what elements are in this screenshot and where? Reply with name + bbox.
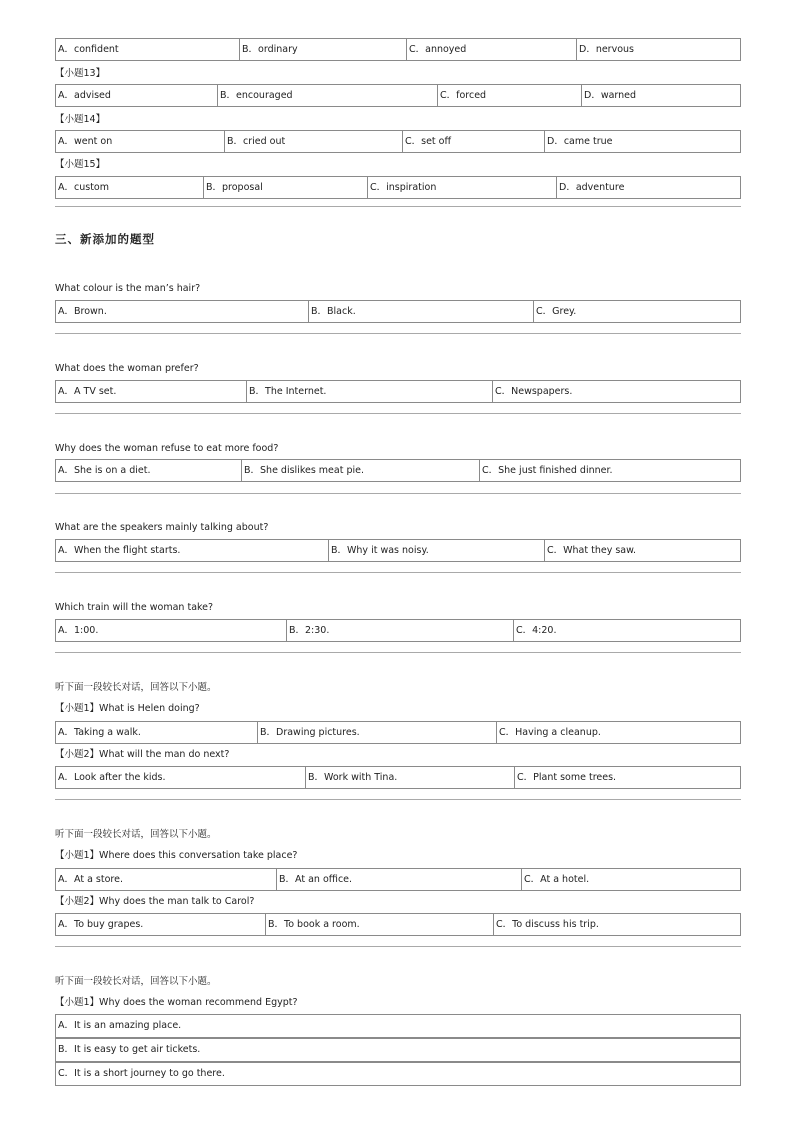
- option-c[interactable]: C．4:20.: [513, 620, 740, 641]
- options-row-12: [55, 38, 741, 61]
- option-b[interactable]: B．It is easy to get air tickets.: [55, 1038, 741, 1062]
- divider: [55, 572, 741, 573]
- divider: [55, 413, 741, 414]
- option-c[interactable]: C．Grey.: [533, 301, 740, 322]
- question-stem: 【小题2】Why does the man talk to Carol?: [55, 896, 255, 907]
- divider: [55, 333, 741, 334]
- option-d[interactable]: D．came true: [544, 131, 740, 152]
- option-b[interactable]: B．Black.: [308, 301, 533, 322]
- option-c[interactable]: C．She just finished dinner.: [479, 460, 740, 481]
- divider: [55, 799, 741, 800]
- options-row: [55, 619, 741, 642]
- question-stem: Why does the woman refuse to eat more food?: [55, 443, 279, 454]
- option-b[interactable]: B．At an office.: [276, 869, 521, 890]
- options-row: [55, 300, 741, 323]
- question-stem: 【小题1】Why does the woman recommend Egypt?: [55, 997, 298, 1008]
- option-c[interactable]: C．To discuss his trip.: [493, 914, 740, 935]
- option-a[interactable]: A．At a store.: [58, 874, 123, 885]
- dialog-intro: 听下面一段较长对话，回答以下小题。: [55, 976, 217, 987]
- section-heading: 三、新添加的题型: [55, 232, 155, 246]
- question-stem: What does the woman prefer?: [55, 363, 199, 374]
- divider: [55, 946, 741, 947]
- question-stem: 【小题1】What is Helen doing?: [55, 703, 200, 714]
- option-a[interactable]: A．1:00.: [58, 625, 99, 636]
- question-stem: 【小题1】Where does this conversation take place?: [55, 850, 298, 861]
- option-a[interactable]: A．confident: [58, 44, 119, 55]
- option-d[interactable]: D．warned: [581, 85, 740, 106]
- option-d[interactable]: D．adventure: [556, 177, 740, 198]
- options-row: [55, 913, 741, 936]
- option-b[interactable]: B．She dislikes meat pie.: [241, 460, 479, 481]
- options-row-15: [55, 176, 741, 199]
- option-c[interactable]: C．It is a short journey to go there.: [55, 1062, 741, 1086]
- question-label-15: 【小题15】: [55, 159, 106, 170]
- option-a[interactable]: A．It is an amazing place.: [55, 1014, 741, 1038]
- option-a[interactable]: A．A TV set.: [58, 386, 117, 397]
- option-a[interactable]: A．advised: [58, 90, 111, 101]
- options-row: [55, 766, 741, 789]
- divider: [55, 206, 741, 207]
- dialog-intro: 听下面一段较长对话，回答以下小题。: [55, 829, 217, 840]
- option-b[interactable]: B．cried out: [224, 131, 402, 152]
- option-a[interactable]: A．When the flight starts.: [58, 545, 181, 556]
- options-row-13: [55, 84, 741, 107]
- option-c[interactable]: C．Having a cleanup.: [496, 722, 740, 743]
- option-d[interactable]: D．nervous: [576, 39, 740, 60]
- option-b[interactable]: B．To book a room.: [265, 914, 493, 935]
- option-c[interactable]: C．Newspapers.: [492, 381, 740, 402]
- question-label-13: 【小题13】: [55, 68, 106, 79]
- options-row-14: [55, 130, 741, 153]
- options-row: [55, 380, 741, 403]
- option-b[interactable]: B．Drawing pictures.: [257, 722, 496, 743]
- option-a[interactable]: A．She is on a diet.: [58, 465, 151, 476]
- divider: [55, 652, 741, 653]
- options-row: [55, 868, 741, 891]
- options-row: [55, 539, 741, 562]
- option-b[interactable]: B．ordinary: [239, 39, 406, 60]
- question-stem: What are the speakers mainly talking about?: [55, 522, 269, 533]
- option-c[interactable]: C．annoyed: [406, 39, 576, 60]
- question-stem: What colour is the man’s hair?: [55, 283, 201, 294]
- option-a[interactable]: A．Taking a walk.: [58, 727, 141, 738]
- option-c[interactable]: C．inspiration: [367, 177, 556, 198]
- option-a[interactable]: A．went on: [58, 136, 113, 147]
- divider: [55, 493, 741, 494]
- option-a[interactable]: A．To buy grapes.: [58, 919, 144, 930]
- option-b[interactable]: B．encouraged: [217, 85, 437, 106]
- options-row: [55, 721, 741, 744]
- option-c[interactable]: C．At a hotel.: [521, 869, 740, 890]
- options-row: [55, 459, 741, 482]
- dialog-intro: 听下面一段较长对话，回答以下小题。: [55, 682, 217, 693]
- option-c[interactable]: C．set off: [402, 131, 544, 152]
- option-a[interactable]: A．Look after the kids.: [58, 772, 166, 783]
- question-stem: 【小题2】What will the man do next?: [55, 749, 230, 760]
- option-b[interactable]: B．2:30.: [286, 620, 513, 641]
- option-b[interactable]: B．proposal: [203, 177, 367, 198]
- question-label-14: 【小题14】: [55, 114, 106, 125]
- option-a[interactable]: A．custom: [58, 182, 109, 193]
- option-a[interactable]: A．Brown.: [58, 306, 107, 317]
- option-b[interactable]: B．Why it was noisy.: [328, 540, 544, 561]
- option-c[interactable]: C．Plant some trees.: [514, 767, 740, 788]
- option-c[interactable]: C．forced: [437, 85, 581, 106]
- option-b[interactable]: B．The Internet.: [246, 381, 492, 402]
- option-b[interactable]: B．Work with Tina.: [305, 767, 514, 788]
- question-stem: Which train will the woman take?: [55, 602, 214, 613]
- option-c[interactable]: C．What they saw.: [544, 540, 740, 561]
